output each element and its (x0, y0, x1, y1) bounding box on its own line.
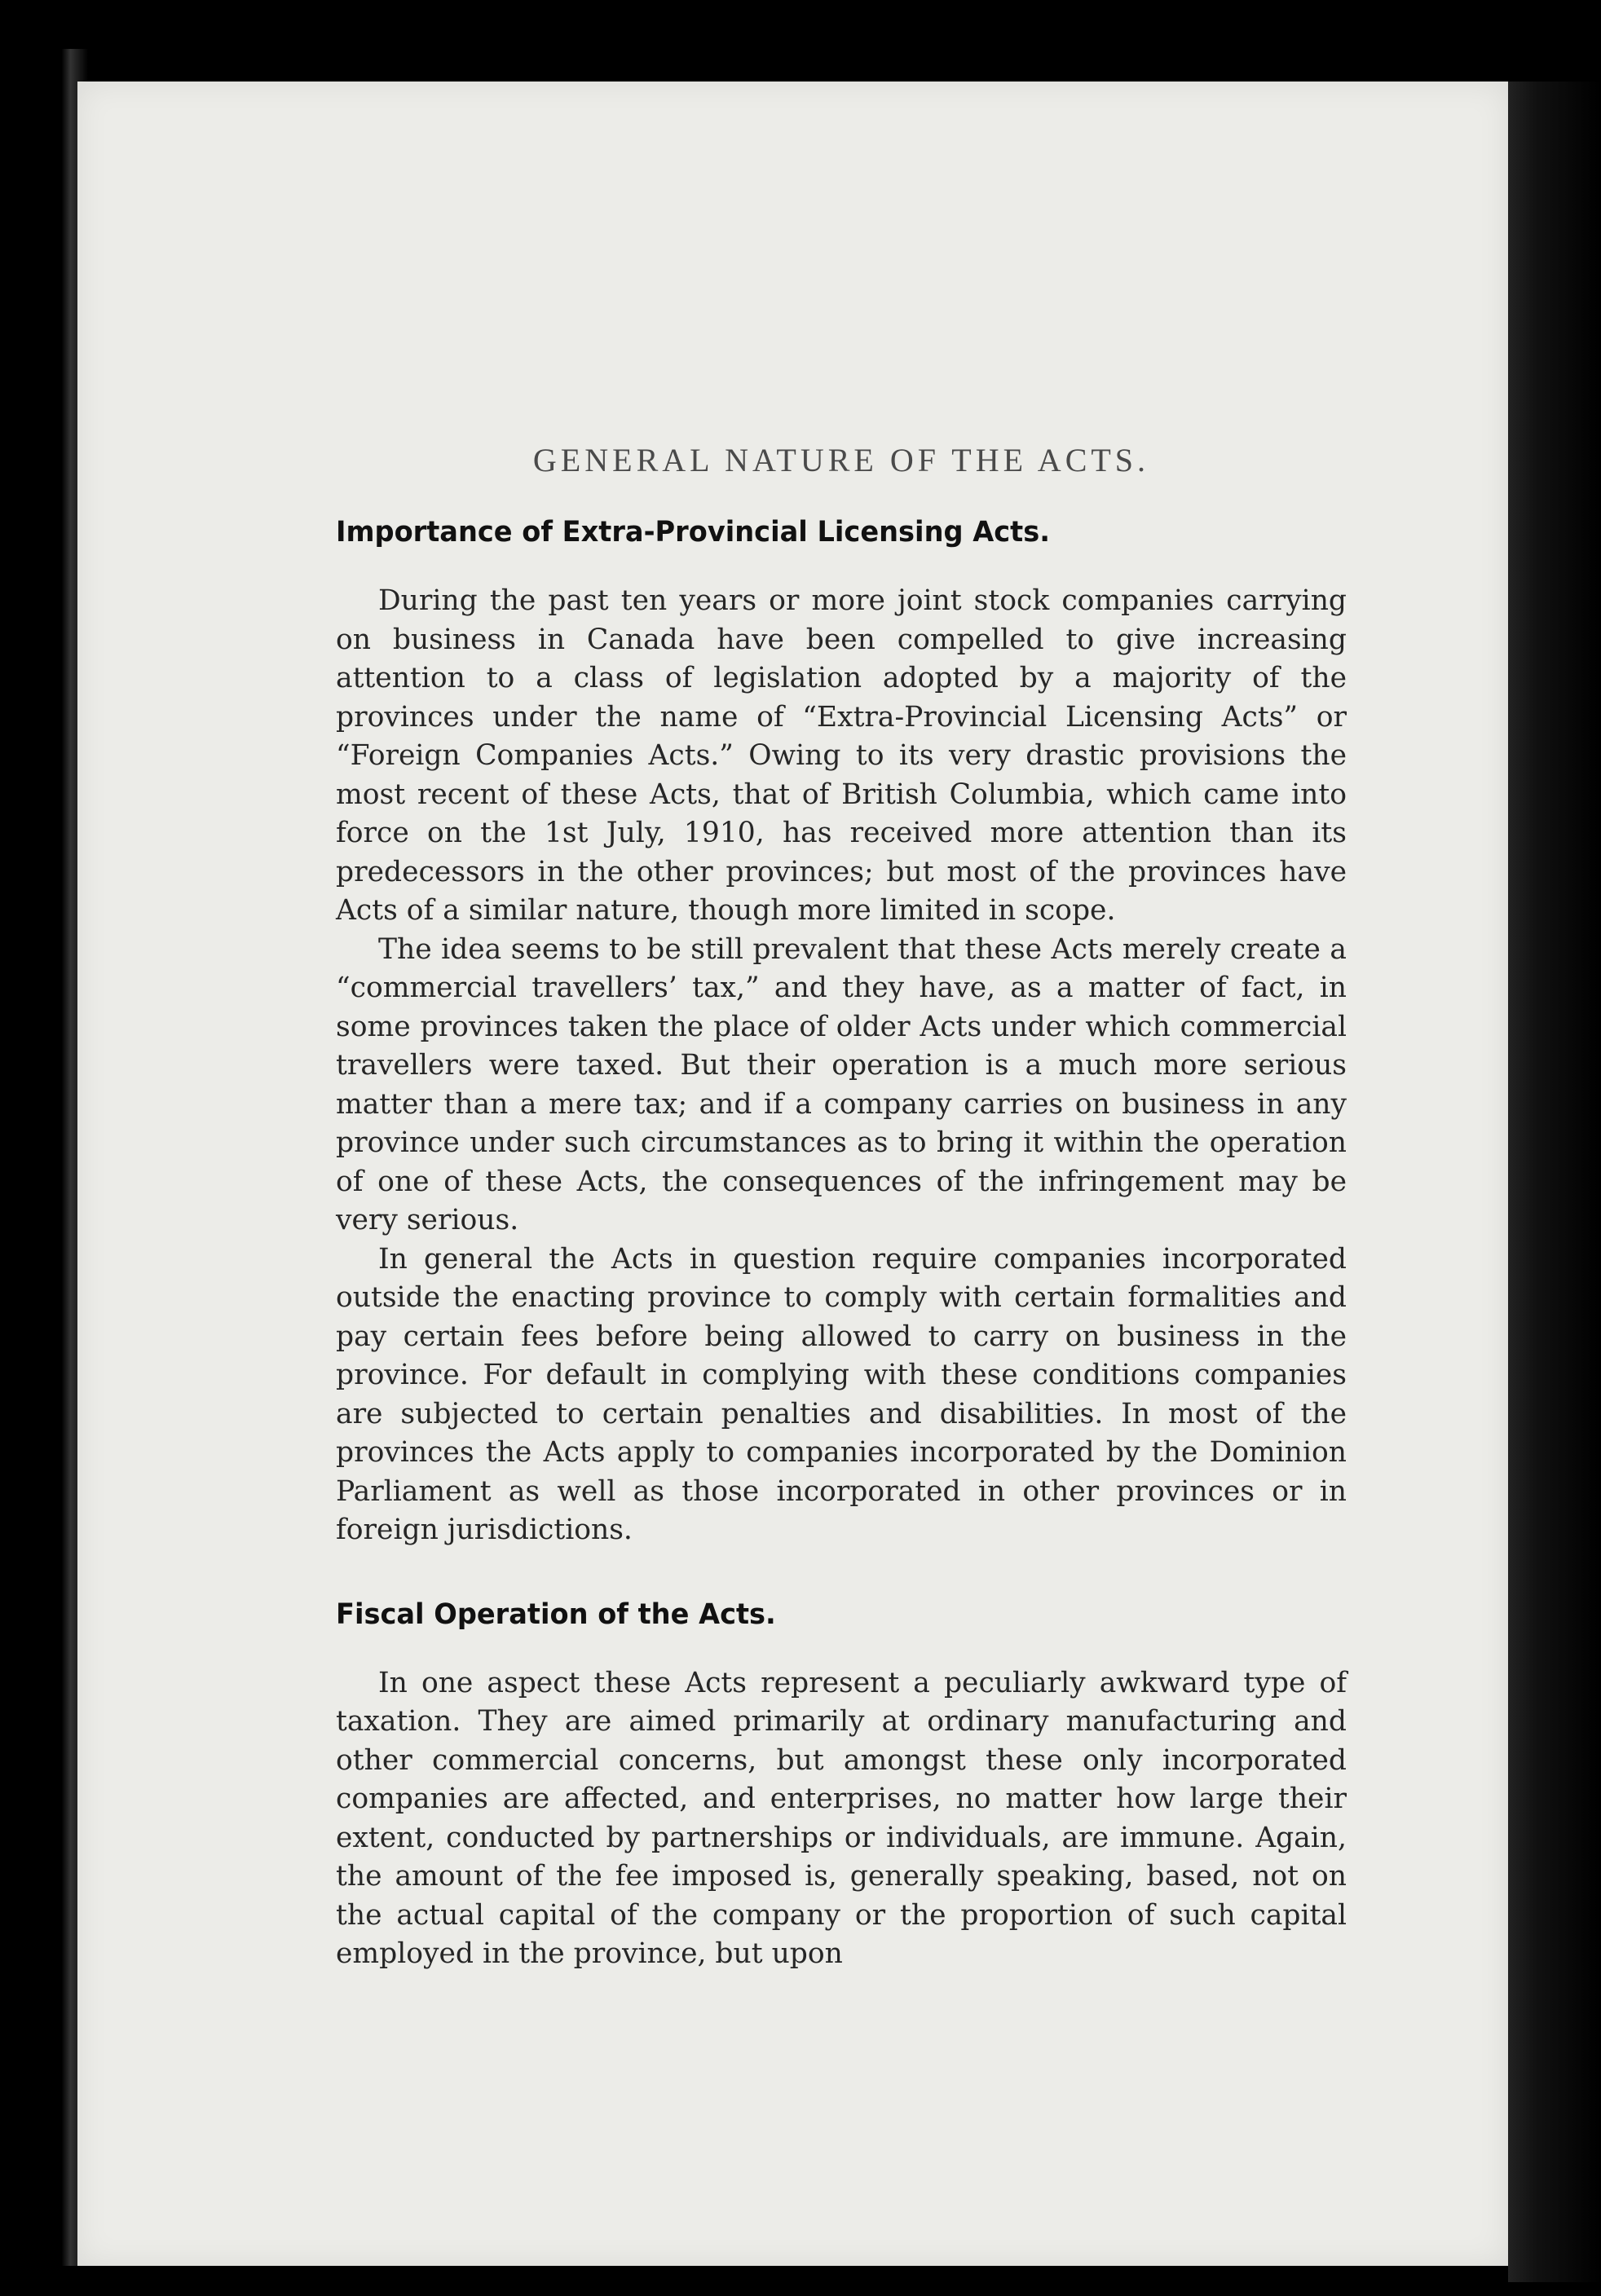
paragraph: The idea seems to be still prevalent that these Acts merely create a “commercial travellers’ tax,” and they have, as a matter of fact, in some provinces taken the place of older Acts under which commercial travellers were taxed. But their operation is a much more serious matter than a mere tax; and if a company carries on business in any province under such circumstances as to bring it within the operation of one of these Acts, the consequences of the infringement may be very serious. (336, 932, 1347, 1236)
section-heading-importance: Importance of Extra-Provincial Licensing Acts. (336, 516, 1050, 549)
scan-artifact (1092, 2274, 1304, 2296)
book-left-edge (0, 49, 88, 2266)
section-heading-fiscal: Fiscal Operation of the Acts. (336, 1598, 776, 1631)
paragraph: In general the Acts in question require companies incorporated outside the enacting province to comply with certain formalities and pay certain fees before being allowed to carry on business in the province. For default in complying with these conditions companies are subjected to certain penalties and disabilities. In most of the provinces the Acts apply to companies incorporated by the Dominion Parliament as well as those incorporated in other provinces or in foreign jurisdictions. (336, 1242, 1347, 1546)
section-gap (336, 1550, 1347, 1596)
paragraph: During the past ten years or more joint stock companies carrying on business in Canada have been compelled to give increasing attention to a class of legislation adopted by a majority of the provinces under the name of “Extra-Provincial Licensing Acts” or “Foreign Companies Acts.” Owing to its very drastic provisions the most recent of these Acts, that of British Columbia, which came into force on the 1st July, 1910, has received more attention than its predecessors in the other provinces; but most of the provinces have Acts of a similar nature, though more limited in scope. (336, 584, 1347, 927)
book-right-edge (1508, 82, 1601, 2282)
paragraph: In one aspect these Acts represent a peculiarly awkward type of taxation. They are aimed primarily at ordinary manufacturing and other commercial concerns, but amongst these only incorporated companies are affected, and enterprises, no matter how large their extent, conducted by partnerships or individuals, are immune. Again, the amount of the fee imposed is, generally speaking, based, not on the actual capital of the company or the proportion of such capital employed in the province, but upon (336, 1666, 1347, 1970)
running-head: GENERAL NATURE OF THE ACTS. (532, 442, 1150, 478)
page-text (336, 440, 1347, 1974)
